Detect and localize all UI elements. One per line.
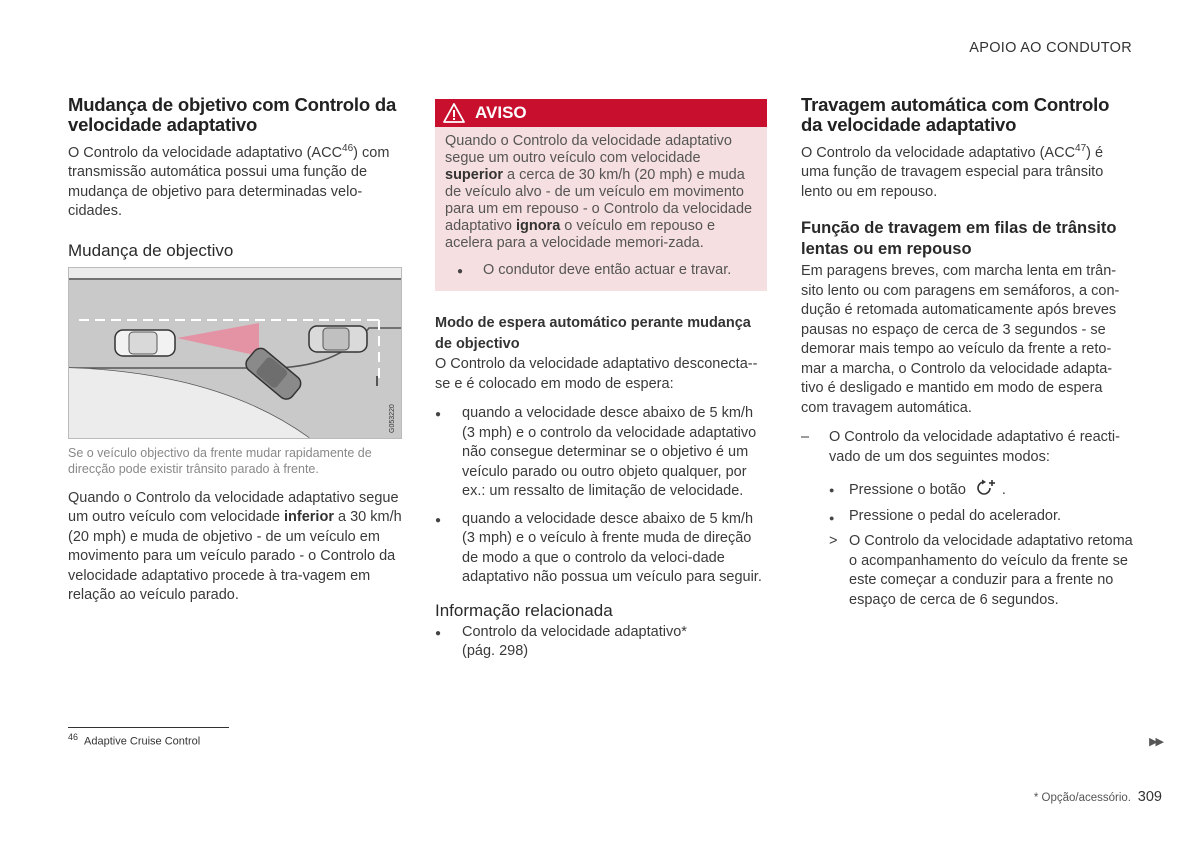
column-middle <box>435 97 767 670</box>
footnote <box>68 732 200 748</box>
section-header: APOIO AO CONDUTOR <box>969 40 1132 56</box>
footnote-number: 46 <box>68 732 79 742</box>
list-item: ● O condutor deve então actuar e travar. <box>445 262 757 279</box>
figure-caption: Se o veículo objectivo da frente mudar rapidamente de direcção pode existir trânsito parado à frente. <box>68 445 372 476</box>
option-list <box>829 479 1133 610</box>
intro-paragraph: O Controlo da velocidade adaptativo (ACC$^{47}$) é uma função de travagem especial para trânsito lento ou em repouso. <box>801 143 1104 200</box>
procedure-step <box>801 428 1133 467</box>
footnote-divider <box>68 727 229 728</box>
warning-box <box>435 99 767 291</box>
standby-text: O Controlo da velocidade adaptativo desconecta--se e é colocado em modo de espera: <box>435 356 758 392</box>
related-list <box>435 623 767 662</box>
warning-header <box>435 99 767 127</box>
lane-change-illustration <box>68 267 402 439</box>
result-mark: > <box>829 533 838 550</box>
standby-bullets <box>435 404 767 588</box>
body-paragraph: Em paragens breves, com marcha lenta em trân-sito lento ou com paragens em semáforos, a con-dução é retomada automaticamente após breves pausas no espaço de cerca de 3 segundos - se demorar mais tempo ao veículo da frente a reto-mar a marcha, o Controlo da velocidade adapta-tivo é desligado e mantido em modo de espera com travagem automática. <box>801 263 1120 416</box>
own-vehicle <box>115 330 175 356</box>
intro-paragraph: O Controlo da velocidade adaptativo (ACC$^{46}$) com transmissão automática possui uma função de mudança de objetivo para determinadas velo-cidades. <box>68 143 390 220</box>
warning-triangle-icon <box>443 103 465 123</box>
figure-code: G053220 <box>389 404 396 433</box>
column-right <box>801 95 1133 616</box>
warning-label: AVISO <box>475 103 527 122</box>
related-link-item[interactable] <box>435 623 767 662</box>
related-title: Informação relacionada <box>435 600 613 620</box>
standby-title: Modo de espera automático perante mudança de objectivo <box>435 315 751 352</box>
footnote-ref[interactable]: 47 <box>1075 143 1087 154</box>
footnote-text: Adaptive Cruise Control <box>84 735 201 748</box>
warning-body <box>435 127 767 291</box>
stationary-vehicle <box>309 326 367 352</box>
footnote-ref[interactable]: 46 <box>342 143 354 154</box>
list-item: ● Pressione o botão . <box>829 479 1133 501</box>
related-link[interactable]: Controlo da velocidade adaptativo* <box>462 623 687 640</box>
section-title: Travagem automática com Controlo da velocidade adaptativo <box>801 94 1110 135</box>
related-page[interactable]: (pág. 298) <box>462 643 529 659</box>
step-mark: – <box>801 429 810 446</box>
list-item: ● quando a velocidade desce abaixo de 5 km/h (3 mph) e o controlo da velocidade adaptativo não consegue determinar se o objetivo é um veículo parado ou outro objeto qualquer, por ex.: um ressalto de limitação de velocidade. <box>435 404 767 502</box>
section-title: Mudança de objetivo com Controlo da velocidade adaptativo <box>68 94 397 135</box>
body-paragraph: Quando o Controlo da velocidade adaptativo segue um outro veículo com velocidade inferior a 30 km/h (20 mph) e muda de objetivo - de um veículo em movimento para um veículo parado - o Controlo da velocidade adaptativo procede à tra-vagem em relação ao veículo parado. <box>68 489 402 604</box>
column-left <box>68 95 402 612</box>
resume-button-icon <box>976 479 998 497</box>
warning-bullets <box>445 262 757 279</box>
list-item: ● quando a velocidade desce abaixo de 5 km/h (3 mph) e o veículo à frente muda de direção de modo a que o controlo da veloci-dade adaptativo não possua um veículo para seguir. <box>435 510 767 588</box>
subsection-title: Mudança de objectivo <box>68 240 234 260</box>
road-diagram <box>69 268 401 438</box>
step-text: O Controlo da velocidade adaptativo é reacti-vado de um dos seguintes modos: <box>829 429 1120 465</box>
result-item: > O Controlo da velocidade adaptativo retoma o acompanhamento do veículo da frente se este começar a conduzir para a frente no espaço de cerca de 6 segundos. <box>829 533 1133 608</box>
page-number: 309 <box>1137 789 1162 805</box>
footer-note: * Opção/acessório. <box>1033 792 1131 804</box>
next-page-icon[interactable]: ▶▶ <box>1149 736 1162 748</box>
warning-text: Quando o Controlo da velocidade adaptativo segue um outro veículo com velocidade superior a cerca de 30 km/h (20 mph) e muda de veículo alvo - de um veículo em movimento para um em repouso - o Controlo da velocidade adaptativo ignora o veículo em repouso e acelera para a velocidade memori-zada. <box>445 133 753 251</box>
list-item: ● Pressione o pedal do acelerador. <box>829 507 1133 527</box>
subsection-title: Função de travagem em filas de trânsito lentas ou em repouso <box>801 219 1117 259</box>
